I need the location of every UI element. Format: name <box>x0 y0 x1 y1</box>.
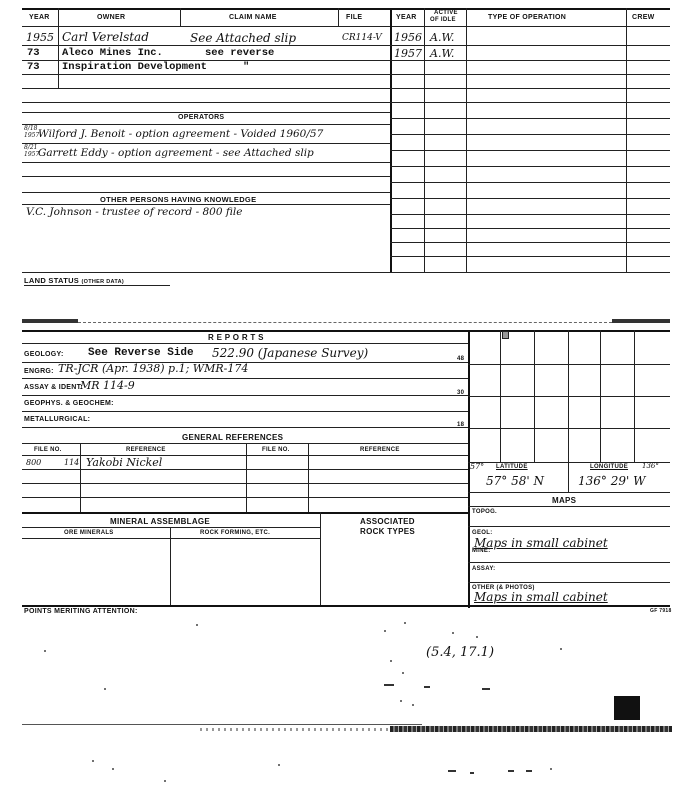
other-label: OTHER (& PHOTOS) <box>472 585 535 591</box>
land-status-underline <box>24 285 170 286</box>
scan-smudge-faint <box>200 728 390 731</box>
owner-2-claim: see reverse <box>205 47 275 59</box>
noise-dash <box>470 772 474 774</box>
maps-line-1 <box>468 526 670 527</box>
ref-col-3 <box>308 443 309 513</box>
noise-dot <box>476 636 478 638</box>
assay2-label: ASSAY: <box>472 566 496 572</box>
maps-header-line <box>468 506 670 507</box>
reports-header: R E P O R T S <box>208 333 264 342</box>
col-line-year2 <box>424 8 425 272</box>
operator-1-text: Wilford J. Benoit - option agreement - Voided 1960/57 <box>38 128 324 140</box>
grid-number-30: 30 <box>457 390 465 396</box>
noise-dash <box>424 686 430 688</box>
activity-2-year: 1957 <box>394 47 422 60</box>
noise-dot <box>104 688 106 690</box>
latlon-bottom-line <box>468 492 670 493</box>
col-line-claim <box>338 8 339 26</box>
noise-dot <box>412 704 414 706</box>
grid-row-3 <box>468 428 670 429</box>
header-bottom-line <box>22 26 670 27</box>
ref-1-reference: Yakobi Nickel <box>86 456 163 469</box>
general-refs-header-line <box>22 443 468 444</box>
col-line-crew <box>626 8 627 272</box>
mineral-col-2 <box>320 512 321 605</box>
owner-2-owner: Aleco Mines Inc. <box>62 47 163 59</box>
lat-prefix: 57° <box>470 462 485 471</box>
ref-header-reference: REFERENCE <box>126 447 166 453</box>
coords-note: (5.4, 17.1) <box>426 645 495 660</box>
latitude-label: LATITUDE <box>496 464 528 470</box>
operators-row-line-1 <box>22 143 390 144</box>
noise-dot <box>452 632 454 634</box>
right-row-line-2 <box>390 134 670 135</box>
noise-dot <box>278 764 280 766</box>
operators-header-line <box>22 124 390 125</box>
grid-row-1 <box>468 364 670 365</box>
noise-dot <box>44 650 46 652</box>
col-line-active <box>466 8 467 272</box>
noise-dash <box>526 770 532 772</box>
noise-dot <box>196 624 198 626</box>
geol-value: Maps in small cabinet <box>474 536 608 550</box>
operator-2-date-2: 1957 <box>24 151 40 158</box>
form-code: GF 7918 <box>650 608 672 614</box>
header-active-2: OF IDLE <box>430 17 456 23</box>
grid-marker <box>502 331 509 339</box>
activity-1-active: A.W. <box>430 31 455 44</box>
operator-2-text: Garrett Eddy - option agreement - see Attached slip <box>38 147 314 159</box>
associated-label: ASSOCIATED <box>360 517 415 526</box>
operators-header: OPERATORS <box>178 114 225 121</box>
header-crew: CREW <box>632 14 655 21</box>
points-label: POINTS MERITING ATTENTION: <box>24 608 138 615</box>
ref-row-line-3 <box>22 497 468 498</box>
col-line-year <box>58 8 59 26</box>
owner-3-owner: Inspiration Development <box>62 61 207 73</box>
lon-suffix: 136° <box>642 462 659 470</box>
noise-dash <box>508 770 514 772</box>
right-row-line-7 <box>390 214 670 215</box>
mine-label: MINE: <box>472 548 491 554</box>
owner-line-1 <box>22 45 670 46</box>
torn-edge-right <box>612 319 670 323</box>
others-header-line <box>22 204 390 205</box>
noise-dot <box>112 768 114 770</box>
noise-dot <box>550 768 552 770</box>
owner-3-claim: " <box>243 61 250 73</box>
others-header: OTHER PERSONS HAVING KNOWLEDGE <box>100 195 257 204</box>
operators-row-line-3 <box>22 176 390 177</box>
mineral-col-1 <box>170 527 171 605</box>
latlon-divider <box>568 462 569 492</box>
noise-dot <box>92 760 94 762</box>
activity-1-year: 1956 <box>394 31 422 44</box>
metallurgical-label: METALLURGICAL: <box>24 416 91 423</box>
operators-line <box>22 112 390 113</box>
report-line-5 <box>22 427 468 428</box>
noise-dot <box>404 622 406 624</box>
noise-dash <box>448 770 456 772</box>
operators-row-line-2 <box>22 162 390 163</box>
noise-dot <box>402 672 404 674</box>
maps-line-3 <box>468 582 670 583</box>
mineral-bottom-line <box>22 605 670 607</box>
right-row-line-9 <box>390 242 670 243</box>
latitude-value: 57° 58' N <box>486 474 544 488</box>
report-line-3 <box>22 395 468 396</box>
geology-hand-value: 522.90 (Japanese Survey) <box>212 346 369 360</box>
assay-value: MR 114-9 <box>80 379 135 392</box>
ore-minerals-label: ORE MINERALS <box>64 530 114 536</box>
header-file: FILE <box>346 14 363 21</box>
owner-3-year: 73 <box>27 61 40 73</box>
noise-dash <box>482 688 490 690</box>
noise-dot <box>384 630 386 632</box>
land-status-sub: (OTHER DATA) <box>81 279 124 285</box>
mineral-header: MINERAL ASSEMBLAGE <box>110 517 211 526</box>
ref-col-2 <box>246 443 247 513</box>
torn-edge-middle <box>78 322 612 323</box>
owner-row-year-line <box>58 26 59 88</box>
col-line-main <box>390 8 392 272</box>
header-active-1: ACTIVE <box>434 10 458 16</box>
header-year-2: YEAR <box>396 14 417 21</box>
engrg-value: TR-JCR (Apr. 1938) p.1; WMR-174 <box>58 362 249 375</box>
noise-dot <box>164 780 166 782</box>
mineral-subheader-line <box>22 538 320 539</box>
report-line-4 <box>22 411 468 412</box>
noise-dash <box>384 684 394 686</box>
grid-row-4 <box>468 462 670 463</box>
land-status-label <box>24 276 124 285</box>
others-1-text: V.C. Johnson - trustee of record - 800 file <box>26 206 243 218</box>
ref-1-sub: 114 <box>64 458 80 467</box>
activity-2-active: A.W. <box>430 47 455 60</box>
ref-header-reference-2: REFERENCE <box>360 447 400 453</box>
top-border <box>22 8 670 10</box>
noise-dot <box>400 700 402 702</box>
right-row-line-3 <box>390 150 670 151</box>
owner-1-file: CR114-V <box>342 33 382 43</box>
maps-header: MAPS <box>552 496 577 505</box>
ref-row-line-2 <box>22 483 468 484</box>
owner-1-claim: See Attached slip <box>190 31 297 45</box>
right-row-line-8 <box>390 228 670 229</box>
longitude-label: LONGITUDE <box>590 464 629 470</box>
rock-types-label: ROCK TYPES <box>360 527 416 536</box>
right-row-line-6 <box>390 198 670 199</box>
owner-line-3 <box>22 74 670 75</box>
ref-col-1 <box>80 443 81 513</box>
header-claim-name: CLAIM NAME <box>229 14 277 21</box>
geol-label: GEOL: <box>472 530 493 536</box>
owner-1-year: 1955 <box>26 31 54 44</box>
reports-top-line <box>22 330 670 332</box>
scan-smudge <box>390 726 672 732</box>
right-row-line-5 <box>390 182 670 183</box>
noise-dot <box>390 660 392 662</box>
operator-1-date-2: 1957 <box>24 132 40 139</box>
assay-label: ASSAY & IDENT: <box>24 384 84 391</box>
torn-edge-left <box>22 319 78 323</box>
grid-number-48: 48 <box>457 356 465 362</box>
black-marker <box>614 696 640 720</box>
geology-label: GEOLOGY: <box>24 351 64 358</box>
top-form-bottom-line <box>22 272 670 273</box>
rock-forming-label: ROCK FORMING, ETC. <box>200 530 271 536</box>
operator-1-date-1: 8/18 <box>24 125 38 132</box>
other-value: Maps in small cabinet <box>474 590 608 604</box>
col-line-owner <box>180 8 181 26</box>
ref-row-line-1 <box>22 469 468 470</box>
operator-2-date-1: 8/21 <box>24 144 38 151</box>
land-status-text: LAND STATUS <box>24 276 80 285</box>
header-owner: OWNER <box>97 14 126 21</box>
right-row-line-4 <box>390 166 670 167</box>
noise-dot <box>560 648 562 650</box>
others-line <box>22 192 390 193</box>
scan-line <box>22 724 422 725</box>
geology-value: See Reverse Side <box>88 347 194 359</box>
right-row-line-1 <box>390 118 670 119</box>
engrg-label: ENGRG: <box>24 368 54 375</box>
owner-1-owner: Carl Verelstad <box>62 30 149 44</box>
ref-header-file-no: FILE NO. <box>34 447 62 453</box>
reports-header-line <box>22 343 468 344</box>
refs-bottom-line <box>22 512 468 514</box>
maps-line-2 <box>468 562 670 563</box>
topog-label: TOPOG. <box>472 509 498 515</box>
general-refs-header: GENERAL REFERENCES <box>182 433 284 442</box>
owner-line-5 <box>22 102 670 103</box>
owner-2-year: 73 <box>27 47 40 59</box>
right-row-line-10 <box>390 256 670 257</box>
owner-line-4 <box>22 88 670 89</box>
mineral-header-line <box>22 527 320 528</box>
ref-1-file-no: 800 <box>26 458 42 467</box>
header-type-of-operation: TYPE OF OPERATION <box>488 14 567 21</box>
grid-row-2 <box>468 396 670 397</box>
geophys-label: GEOPHYS. & GEOCHEM: <box>24 400 114 407</box>
header-year: YEAR <box>29 14 50 21</box>
ref-header-file-no-2: FILE NO. <box>262 447 290 453</box>
grid-number-18: 18 <box>457 422 465 428</box>
longitude-value: 136° 29' W <box>578 474 646 488</box>
